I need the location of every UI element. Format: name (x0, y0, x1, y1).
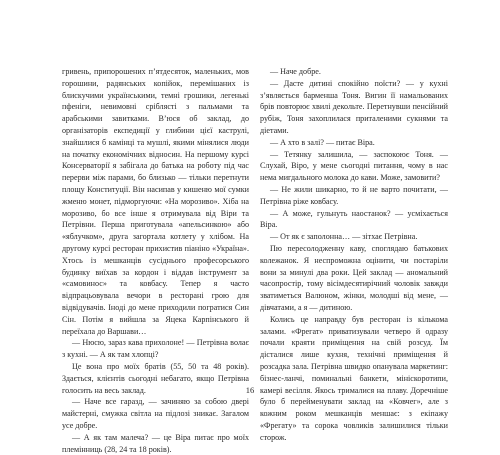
paragraph: — А хто в залі? — питає Віра. (270, 137, 375, 147)
paragraph: Колись це направду був ресторан із кількома залами. «Фрегат» приватизували четверо й одразу почали краяти приміщення на свій розсуд. Їм дісталися лише кухня, технічні приміщення й розсадка зала. Петрівна швидко опанувала маркетинг: бізнес-ланчі, поминальні банкети, мініскоротипи, камері весілля. Якось трималися на плаву. Доречніше було б перейменувати заклад на «Ковчег», але з кожним роком мешканців меншає: з екіпажу «Фрегату» та сорока човликів залишилися тільки сторож. (260, 314, 448, 442)
paragraph: Пю пересолодженну каву, споглядаю батькових колежанок. Я неспроможна оцінити, чи постаріли вони за минулі два роки. Цей заклад — аномальний часопростір, тому вісімдесятирічний чоловік завжди зватиметься Валюном, жінки, молодші від мене, — дівчатами, а я — дитиною. (260, 243, 448, 312)
paragraph: — Дасте дитині спокійно поїсти? — у кухні з’являється барменша Тоня. Вигин її намальованих брів повторює хвилі декольте. Перетнувши пенсійний рубіж, Тоня захоплилася приталеними сукнями та діетами. (260, 78, 448, 135)
paragraph: гривень, припорошених п’ятдесяток, маленьких, мов горошини, радянських копійок, перемішаних із блискучими українськими, темні грошики, легенькі пфеніги, невимовні сріблясті з пальмами та арабськими завитками. В’юся об заклад, до організаторів експедиції у глибини цієї каструлі, знайшлися б камінці та мушлі, якими мінялися люди на початку економічних відносин. На першому курсі Консерваторії я забігала до батька на роботу під час перерви між парами, бо близько — тільки перетнути площу Конституції. Він насипав у кишеню мої сумки жменю монет, підморгуючи: «На морозиво». Хіба на морозиво, бо все інше я отримувала від Віри та Петрівни. Перша приготувала «апельсинкою» або «яблучком», друга загортала котлету у хлібом. На другому курсі ресторан прихистив піаніно «Україна». Хтось із мешканців сусіднього професорського будинку виїхав за кордон і віддав інструмент за «самовинос» та ковбасу. Тепер я часто відпрацьовувала вечори в ресторані грою для відвідувачів. Іноді до мене приходили погратися Син Сін. Потім я вийшла за Яцека Карпінського й переїхала до Варшави… (62, 67, 249, 336)
paragraph: — Нюсю, зараз кава прихолоне! — Петрівна волає з кухні. — А як там хлопці? (62, 338, 249, 360)
left-column (62, 66, 249, 455)
paragraph: — От як є заполонна… — зітхає Петрівна. (270, 232, 418, 242)
paragraph: — А може, гульнуть наостанок? — усміхається Віра. (260, 208, 448, 230)
paragraph: — А як там малеча? — це Віра питає про моїх племінниць (28, 24 та 18 років). (62, 432, 249, 454)
paragraph: — Не жили шикарно, то й не варто почитати, — Петрівна ріже ковбасу. (260, 184, 448, 206)
paragraph: — Наче все гаразд, — зачиняю за собою двері майстерні, смужка світла на підлозі зникає. Загалом усе добре. (62, 397, 249, 430)
paragraph: Це вона про моїх братів (55, 50 та 48 років). Здається, клієнтів сьогодні небагато, якщо Петрівна голосить на весь заклад. (62, 361, 249, 395)
page-number: 16 (245, 385, 255, 395)
paragraph: — Тетянку залишила, — заспокоює Тоня. — Слухай, Віро, у мене сьогодні питання, чому в нас нема мигдального молока до кави. Може, замовити? (260, 149, 448, 183)
paragraph: — Наче добре. (270, 67, 321, 76)
